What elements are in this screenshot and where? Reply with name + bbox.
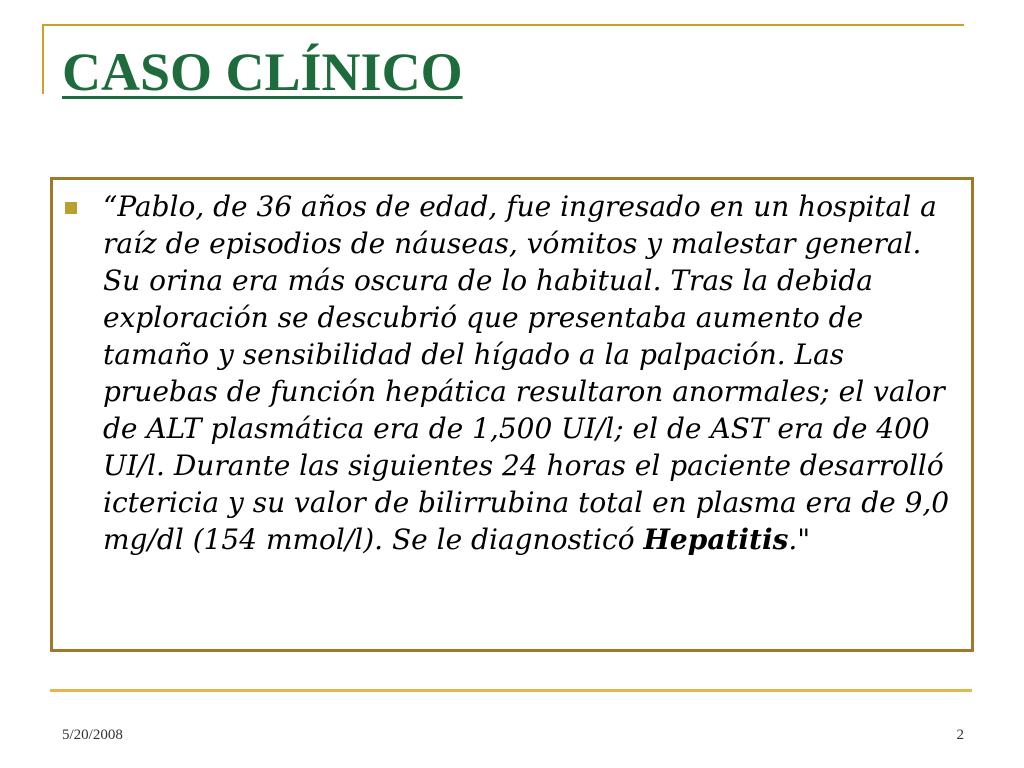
square-bullet-icon [65,202,77,214]
footer-date: 5/20/2008 [62,727,123,743]
bottom-decorative-rule [50,689,972,692]
slide-title: CASO CLÍNICO [62,42,463,102]
case-paragraph [103,188,955,558]
case-text-end: ." [788,523,811,556]
case-text: “Pablo, de 36 años de edad, fue ingresado en un hospital a raíz de episodios de náuseas, vómitos y malestar general. Su orina era más oscura de lo habitual. Tras la debida exploración se descubrió que presentaba aumento de tamaño y sensibilidad del hígado a la palpación. Las pruebas de función hepática resultaron anormales; el valor de ALT plasmática era de 1,500 UI/l; el de AST era de 400 UI/l. Durante las siguientes 24 horas el paciente desarrolló ictericia y su valor de bilirrubina total en plasma era de 9,0 mg/dl (154 mmol/l). Se le diagnosticó [103,190,950,556]
diagnosis-bold: Hepatitis [643,523,789,556]
top-decorative-rule [44,24,964,26]
content-box [50,177,974,652]
left-decorative-rule [42,24,44,94]
page-number: 2 [956,727,964,743]
